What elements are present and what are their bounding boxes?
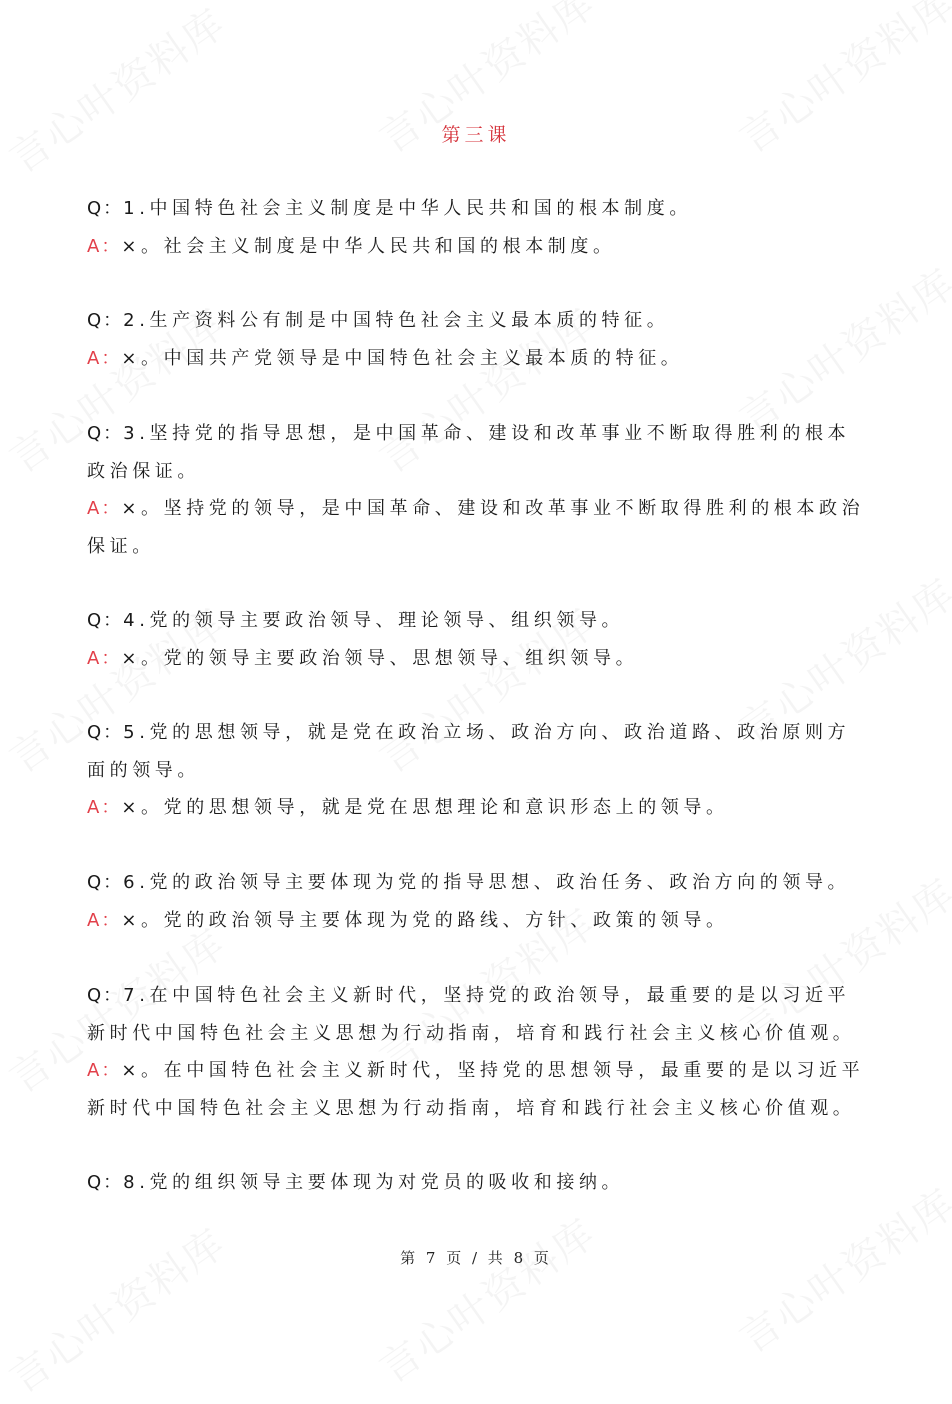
answer-text: ×。党的领导主要政治领导、思想领导、组织领导。 bbox=[121, 647, 639, 669]
answer-line-continued: 新时代中国特色社会主义思想为行动指南，培育和践行社会主义核心价值观。 bbox=[87, 1097, 856, 1119]
qa-item-1 bbox=[87, 190, 867, 265]
question-line bbox=[87, 714, 867, 752]
question-text: 3.坚持党的指导思想，是中国革命、建设和改革事业不断取得胜利的根本 bbox=[123, 423, 851, 444]
lesson-title: 第三课 bbox=[441, 124, 511, 146]
answer-prefix: A： bbox=[87, 235, 122, 257]
question-prefix: Q： bbox=[87, 423, 124, 444]
qa-item-7 bbox=[87, 977, 867, 1127]
question-prefix: Q： bbox=[87, 722, 124, 743]
question-line bbox=[87, 302, 867, 340]
question-text: 8.党的组织领导主要体现为对党员的吸收和接纳。 bbox=[123, 1172, 625, 1193]
question-line bbox=[87, 977, 867, 1015]
question-text: 7.在中国特色社会主义新时代，坚持党的政治领导，最重要的是以习近平 bbox=[123, 985, 851, 1006]
qa-item-8 bbox=[87, 1164, 867, 1202]
answer-prefix: A： bbox=[87, 647, 122, 669]
answer-line bbox=[87, 340, 867, 378]
qa-item-3 bbox=[87, 415, 867, 565]
answer-text: ×。党的思想领导，就是党在思想理论和意识形态上的领导。 bbox=[121, 797, 729, 818]
answer-line bbox=[87, 789, 867, 827]
question-text: 6.党的政治领导主要体现为党的指导思想、政治任务、政治方向的领导。 bbox=[123, 872, 851, 893]
qa-item-4 bbox=[87, 602, 867, 677]
question-prefix: Q： bbox=[87, 985, 124, 1006]
qa-item-2 bbox=[87, 302, 867, 377]
answer-text: ×。党的政治领导主要体现为党的路线、方针、政策的领导。 bbox=[121, 909, 729, 931]
question-line bbox=[87, 190, 867, 228]
page-number: 第 7 页 / 共 8 页 bbox=[400, 1249, 552, 1267]
answer-line bbox=[87, 228, 867, 266]
answer-line bbox=[87, 640, 867, 678]
question-text: 1.中国特色社会主义制度是中华人民共和国的根本制度。 bbox=[123, 198, 692, 219]
answer-text: ×。中国共产党领导是中国特色社会主义最本质的特征。 bbox=[121, 347, 684, 369]
answer-prefix: A： bbox=[87, 1060, 122, 1081]
answer-line-continued: 保证。 bbox=[87, 535, 155, 557]
question-prefix: Q： bbox=[87, 610, 124, 631]
answer-text: ×。社会主义制度是中华人民共和国的根本制度。 bbox=[121, 235, 616, 257]
answer-prefix: A： bbox=[87, 909, 122, 931]
question-line bbox=[87, 1164, 867, 1202]
answer-line bbox=[87, 490, 867, 528]
answer-prefix: A： bbox=[87, 797, 122, 818]
question-prefix: Q： bbox=[87, 198, 124, 219]
answer-line bbox=[87, 1052, 867, 1090]
question-text: 5.党的思想领导，就是党在政治立场、政治方向、政治道路、政治原则方 bbox=[123, 722, 851, 743]
qa-item-6 bbox=[87, 864, 867, 939]
question-line-continued: 政治保证。 bbox=[87, 460, 200, 482]
question-line-continued: 面的领导。 bbox=[87, 759, 200, 781]
qa-item-5 bbox=[87, 714, 867, 827]
answer-line bbox=[87, 902, 867, 940]
question-text: 4.党的领导主要政治领导、理论领导、组织领导。 bbox=[123, 610, 625, 631]
question-line bbox=[87, 415, 867, 453]
question-line bbox=[87, 602, 867, 640]
question-prefix: Q： bbox=[87, 1172, 124, 1193]
answer-text: ×。坚持党的领导，是中国革命、建设和改革事业不断取得胜利的根本政治 bbox=[121, 498, 865, 519]
question-text: 2.生产资料公有制是中国特色社会主义最本质的特征。 bbox=[123, 310, 670, 331]
question-line bbox=[87, 864, 867, 902]
question-prefix: Q： bbox=[87, 310, 124, 331]
question-prefix: Q： bbox=[87, 872, 124, 893]
question-line-continued: 新时代中国特色社会主义思想为行动指南，培育和践行社会主义核心价值观。 bbox=[87, 1022, 856, 1044]
answer-prefix: A： bbox=[87, 498, 122, 519]
answer-text: ×。在中国特色社会主义新时代，坚持党的思想领导，最重要的是以习近平 bbox=[121, 1060, 865, 1081]
answer-prefix: A： bbox=[87, 347, 122, 369]
